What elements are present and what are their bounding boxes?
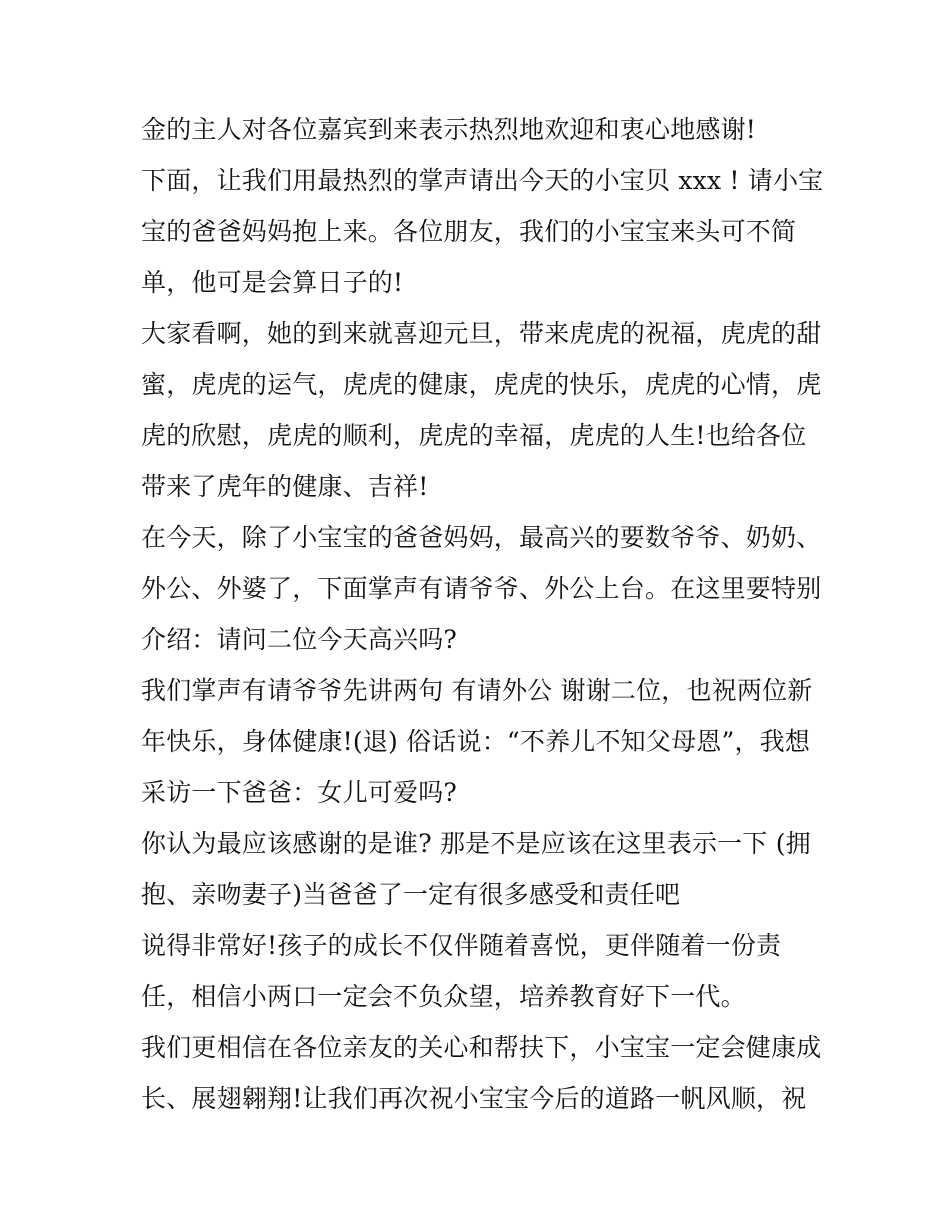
text-line: 宝的爸爸妈妈抱上来。各位朋友，我们的小宝宝来头可不简 <box>141 217 797 246</box>
text-line: 蜜，虎虎的运气，虎虎的健康，虎虎的快乐，虎虎的心情，虎 <box>141 370 822 399</box>
text-line: 外公、外婆了，下面掌声有请爷爷、外公上台。在这里要特别 <box>141 574 822 603</box>
text-line: 在今天，除了小宝宝的爸爸妈妈，最高兴的要数爷爷、奶奶、 <box>141 523 822 552</box>
text-line: 年快乐，身体健康!(退) 俗话说：“不养儿不知父母恩”，我想 <box>141 727 811 756</box>
text-line: 长、展翅翱翔!让我们再次祝小宝宝今后的道路一帆风顺，祝 <box>141 1084 807 1113</box>
text-line: 采访一下爸爸：女儿可爱吗? <box>141 778 458 807</box>
text-line: 单，他可是会算日子的! <box>141 268 404 297</box>
text-line: 介绍：请问二位今天高兴吗? <box>141 625 458 654</box>
text-line: 大家看啊，她的到来就喜迎元旦，带来虎虎的祝福，虎虎的甜 <box>141 319 822 348</box>
document-body <box>141 104 824 1124</box>
text-line: 带来了虎年的健康、吉祥! <box>141 472 429 501</box>
text-line: 你认为最应该感谢的是谁? 那是不是应该在这里表示一下 (拥 <box>141 829 811 858</box>
text-line: 虎的欣慰，虎虎的顺利，虎虎的幸福，虎虎的人生!也给各位 <box>141 421 807 450</box>
text-line: 任，相信小两口一定会不负众望，培养教育好下一代。 <box>141 982 746 1011</box>
text-line: 说得非常好!孩子的成长不仅伴随着喜悦，更伴随着一份责 <box>141 931 782 960</box>
text-line: 我们掌声有请爷爷先讲两句 有请外公 谢谢二位，也祝两位新 <box>141 676 813 705</box>
text-line: 抱、亲吻妻子)当爸爸了一定有很多感受和责任吧 <box>141 880 681 909</box>
text-line: 下面，让我们用最热烈的掌声请出今天的小宝贝 xxx ! 请小宝 <box>141 166 824 195</box>
text-line: 我们更相信在各位亲友的关心和帮扶下，小宝宝一定会健康成 <box>141 1033 822 1062</box>
text-line: 金的主人对各位嘉宾到来表示热烈地欢迎和衷心地感谢! <box>141 115 757 144</box>
